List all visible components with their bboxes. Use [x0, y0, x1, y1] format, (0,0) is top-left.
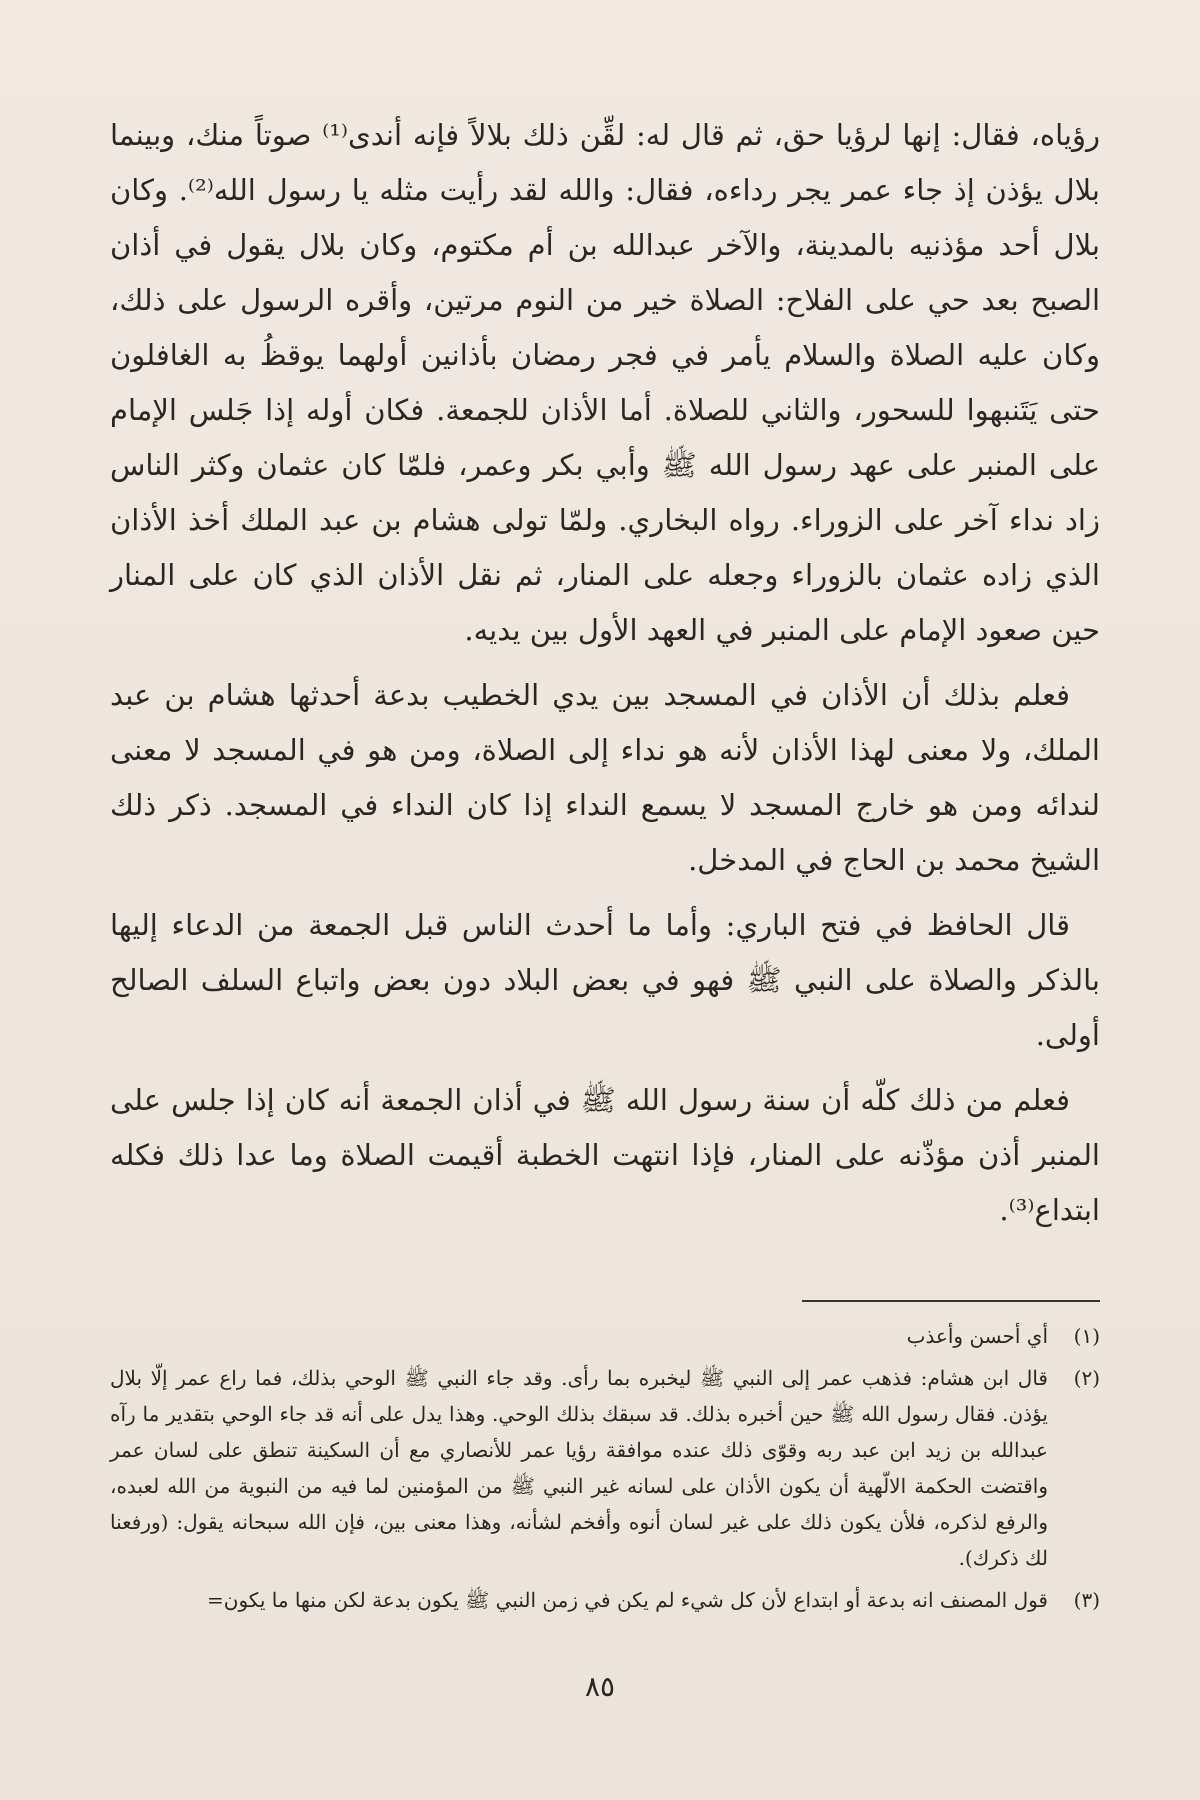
- page-number: ٨٥: [584, 1670, 616, 1703]
- paragraph: رؤياه، فقال: إنها لرؤيا حق، ثم قال له: لقِّن ذلك بلالاً فإنه أندى⁽¹⁾ صوتاً منك، وبينما بلال يؤذن إذ جاء عمر يجر رداءه، فقال: والله لقد رأيت مثله يا رسول الله⁽²⁾. وكان بلال أحد مؤذنيه بالمدينة، والآخر عبدالله بن أم مكتوم، وكان بلال يقول في أذان الصبح بعد حي على الفلاح: الصلاة خير من النوم مرتين، وأقره الرسول على ذلك، وكان عليه الصلاة والسلام يأمر في فجر رمضان بأذانين أولهما يوقظُ به الغافلون حتى يَتَنبهوا للسحور، والثاني للصلاة. أما الأذان للجمعة. فكان أوله إذا جَلس الإمام على المنبر على عهد رسول الله ﷺ وأبي بكر وعمر، فلمّا كان عثمان وكثر الناس زاد نداء آخر على الزوراء. رواه البخاري. ولمّا تولى هشام بن عبد الملك أخذ الأذان الذي زاده عثمان بالزوراء وجعله على المنار، ثم نقل الأذان الذي كان على المنار حين صعود الإمام على المنبر في العهد الأول بين يديه.: [110, 118, 1100, 647]
- paragraph: قال الحافظ في فتح الباري: وأما ما أحدث الناس قبل الجمعة من الدعاء إليها بالذكر والصلاة على النبي ﷺ فهو في بعض البلاد دون بعض واتباع السلف الصالح أولى.: [110, 908, 1100, 1052]
- footnote-separator: [802, 1300, 1100, 1302]
- footnote-text: قال ابن هشام: فذهب عمر إلى النبي ﷺ ليخبره بما رأى. وقد جاء النبي ﷺ الوحي بذلك، فما راع عمر إلّا بلال يؤذن. فقال رسول الله ﷺ حين أخبره بذلك. قد سبقك بذلك الوحي. وهذا يدل على أنه قد جاء الوحي بتقدير ما رآه عبدالله بن زيد ابن عبد ربه وقوّى ذلك عنده موافقة رؤيا عمر للأنصاري مع أن السكينة تنطق على لسان عمر واقتضت الحكمة الالّهية أن يكون الأذان على لسانه غير النبي ﷺ من المؤمنين لما فيه من النبوية من الله لعبده، والرفع لذكره، فلأن يكون ذلك على غير لسان أنوه وأفخم لشأنه، وهذا معنى بين، فإن الله سبحانه يقول: (ورفعنا لك ذكرك).: [110, 1366, 1048, 1570]
- footnote-text: قول المصنف انه بدعة أو ابتداع لأن كل شيء لم يكن في زمن النبي ﷺ يكون بدعة لكن منها ما يكون=: [207, 1588, 1048, 1612]
- main-text: [110, 108, 1100, 1248]
- footnote: [110, 1318, 1100, 1354]
- footnote-text: أي أحسن وأعذب: [906, 1324, 1048, 1348]
- paragraph: فعلم من ذلك كلّه أن سنة رسول الله ﷺ في أذان الجمعة أنه كان إذا جلس على المنبر أذن مؤذّنه على المنار، فإذا انتهت الخطبة أقيمت الصلاة وما عدا ذلك فكله ابتداع⁽³⁾.: [110, 1083, 1100, 1227]
- footnote-number: (١): [1073, 1324, 1100, 1348]
- paragraph: فعلم بذلك أن الأذان في المسجد بين يدي الخطيب بدعة أحدثها هشام بن عبد الملك، ولا معنى لهذا الأذان لأنه هو نداء إلى الصلاة، ومن هو في المسجد لا معنى لندائه ومن هو خارج المسجد لا يسمع النداء إذا كان النداء في المسجد. ذكر ذلك الشيخ محمد بن الحاج في المدخل.: [110, 678, 1100, 877]
- footnote-number: (٣): [1073, 1588, 1100, 1612]
- footnotes: [110, 1318, 1100, 1624]
- footnote: [110, 1360, 1100, 1576]
- footnote: [110, 1582, 1100, 1618]
- footnote-number: (٢): [1073, 1366, 1100, 1390]
